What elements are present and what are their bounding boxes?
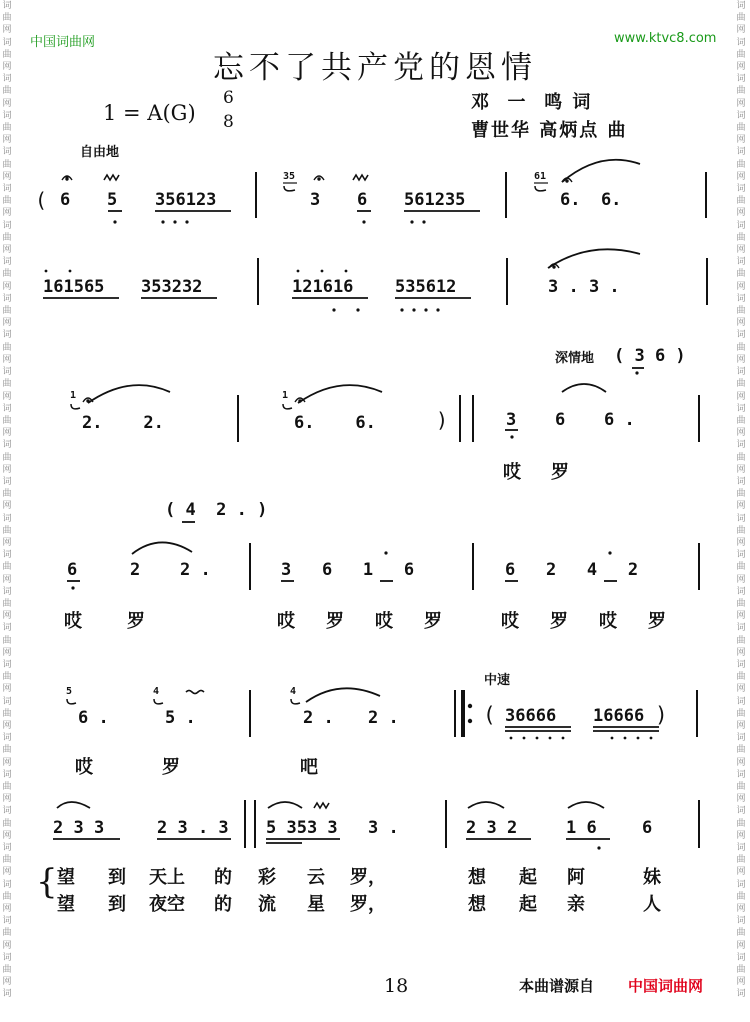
lyric-word: 阿 (567, 867, 585, 888)
tempo-marking-moderate: 中速 (484, 673, 511, 688)
watermark-char: 词 (2, 184, 12, 195)
watermark-char: 词 (2, 476, 12, 487)
watermark-char: 词 (736, 403, 746, 414)
watermark-char: 词 (736, 367, 746, 378)
lyric: 罗 (551, 462, 569, 483)
watermark-char: 网 (2, 135, 12, 146)
tempo-marking-free: 自由地 (80, 145, 120, 160)
watermark-char: 曲 (2, 562, 12, 573)
watermark-char: 词 (2, 989, 12, 1000)
watermark-char: 词 (2, 220, 12, 231)
note: 6 . (78, 708, 109, 728)
key-signature: 1 = A(G) (103, 101, 196, 125)
watermark-char: 曲 (736, 672, 746, 683)
watermark-char: 网 (736, 428, 746, 439)
watermark-char: 词 (736, 293, 746, 304)
opening-paren: ( (35, 188, 48, 212)
watermark-char: 词 (2, 74, 12, 85)
watermark-char: 词 (736, 843, 746, 854)
watermark-char: 曲 (736, 965, 746, 976)
watermark-char: 曲 (736, 598, 746, 609)
watermark-char: 曲 (736, 269, 746, 280)
lyricist-credit: 邓 一 鸣 词 (471, 92, 593, 113)
bar-lines (238, 172, 707, 848)
lyric: 罗 (127, 611, 145, 632)
watermark-char: 网 (2, 940, 12, 951)
watermark-char: 网 (2, 720, 12, 731)
watermark-char: 词 (2, 367, 12, 378)
watermark-char: 曲 (2, 525, 12, 536)
watermark-char: 曲 (2, 965, 12, 976)
watermark-char: 词 (2, 769, 12, 780)
note: 5 . (165, 708, 196, 728)
note: 6 (67, 560, 78, 580)
watermark-char: 词 (736, 586, 746, 597)
watermark-char: 词 (2, 659, 12, 670)
held-notes: 2. 2. (82, 413, 164, 433)
watermark-char: 网 (736, 537, 746, 548)
measure-notes: 3 6 1 6 (281, 560, 415, 580)
watermark-char: 词 (736, 806, 746, 817)
watermark-char: 曲 (2, 123, 12, 134)
watermark-char: 词 (2, 806, 12, 817)
watermark-char: 词 (736, 989, 746, 1000)
watermark-char: 词 (2, 623, 12, 634)
lyric-word: 妹 (643, 867, 661, 888)
lyric: 罗 (550, 611, 568, 632)
duration-underlines (43, 211, 659, 843)
watermark-char: 网 (2, 281, 12, 292)
watermark-char: 词 (736, 110, 746, 121)
watermark-char: 曲 (2, 855, 12, 866)
watermark-char: 曲 (736, 525, 746, 536)
watermark-char: 曲 (2, 489, 12, 500)
lyric-word: 亲 (567, 894, 585, 915)
watermark-char: 词 (2, 330, 12, 341)
watermark-char: 曲 (2, 672, 12, 683)
watermark-char: 网 (2, 537, 12, 548)
watermark-char: 曲 (2, 818, 12, 829)
watermark-char: 词 (2, 513, 12, 524)
verse-brace: { (36, 862, 58, 902)
note-run: 161565 (43, 277, 105, 297)
held-notes: 6. 6. (294, 413, 376, 433)
lyric-word: 起 (519, 894, 537, 915)
watermark-char: 曲 (2, 49, 12, 60)
source-site-link[interactable]: 中国词曲网 (628, 977, 704, 995)
watermark-char: 网 (736, 354, 746, 365)
note-run: 356123 (155, 190, 217, 210)
note-run: 535612 (395, 277, 457, 297)
page-number: 18 (384, 975, 409, 997)
watermark-char: 曲 (736, 855, 746, 866)
source-label: 本曲谱源自 (519, 977, 595, 995)
meter-denominator: 8 (223, 112, 234, 132)
watermark-char: 网 (736, 684, 746, 695)
watermark-char: 曲 (2, 159, 12, 170)
watermark-char: 曲 (736, 452, 746, 463)
watermark-char: 网 (2, 867, 12, 878)
grace-note: 5 (66, 686, 73, 697)
watermark-char: 词 (2, 293, 12, 304)
watermark-char: 网 (736, 940, 746, 951)
song-title: 忘不了共产党的恩情 (213, 50, 537, 86)
tempo-marking-tender: 深情地 (555, 351, 595, 366)
watermark-char: 曲 (736, 818, 746, 829)
measure-notes: 5 353 3 (266, 818, 338, 838)
watermark-char: 词 (736, 330, 746, 341)
watermark-char: 网 (736, 611, 746, 622)
lyric-word: 起 (519, 867, 537, 888)
watermark-char: 网 (2, 757, 12, 768)
note: 6 (555, 410, 566, 430)
watermark-char: 曲 (2, 598, 12, 609)
measure-notes: 6 2 4 2 (505, 560, 639, 580)
note-run: 16666 (593, 706, 645, 726)
lyric-word: 彩 (258, 867, 276, 888)
note-run: 36666 (505, 706, 557, 726)
watermark-char: 词 (736, 659, 746, 670)
watermark-char: 网 (736, 867, 746, 878)
watermark-char: 网 (2, 977, 12, 988)
watermark-char: 曲 (2, 86, 12, 97)
watermark-char: 网 (2, 98, 12, 109)
note: 3 (310, 190, 321, 210)
watermark-char: 词 (2, 952, 12, 963)
note-run: 121616 (292, 277, 354, 297)
lyric-word: 到 (108, 894, 126, 915)
watermark-char: 网 (2, 574, 12, 585)
watermark-char: 词 (736, 184, 746, 195)
lyric-word: 望 (57, 894, 75, 915)
grace-note: 1 (282, 390, 289, 401)
watermark-char: 曲 (736, 562, 746, 573)
watermark-char: 词 (736, 440, 746, 451)
watermark-char: 词 (736, 220, 746, 231)
watermark-char: 网 (736, 25, 746, 36)
watermark-char: 曲 (2, 782, 12, 792)
watermark-char: 词 (2, 733, 12, 744)
lyric-word: 人 (643, 894, 661, 915)
watermark-char: 网 (736, 464, 746, 475)
note: 6 . (604, 410, 635, 430)
watermark-char: 词 (736, 952, 746, 963)
watermark-char: 词 (2, 440, 12, 451)
measure-notes: 2 3 . 3 (157, 818, 229, 838)
watermark-char: 网 (2, 830, 12, 841)
lyric: 哎 (501, 611, 519, 632)
watermark-char: 网 (736, 720, 746, 731)
note: 5 (107, 190, 118, 210)
watermark-char: 曲 (736, 745, 746, 756)
watermark-char: 曲 (2, 708, 12, 719)
watermark-char: 网 (736, 245, 746, 256)
left-watermark-strip (0, 0, 14, 1022)
meter-numerator: 6 (223, 88, 234, 108)
lyric-word: 到 (108, 867, 126, 888)
note: 6 (357, 190, 368, 210)
parenthesized-notes: ( 4 2 . ) (165, 500, 268, 520)
measure-notes: 3 . (368, 818, 399, 838)
watermark-char: 网 (2, 794, 12, 805)
site-name-left[interactable]: 中国词曲网 (30, 35, 96, 50)
watermark-char: 网 (2, 318, 12, 329)
lyric: 吧 (300, 757, 318, 778)
lyric: 罗 (326, 611, 344, 632)
held-notes: 6. 6. (560, 190, 622, 210)
watermark-char: 网 (2, 208, 12, 219)
right-watermark-strip (734, 0, 748, 1022)
watermark-char: 曲 (2, 232, 12, 243)
lyric: 哎 (277, 611, 295, 632)
grace-notes: 61 (534, 171, 547, 182)
watermark-char: 网 (736, 574, 746, 585)
watermark-char: 网 (736, 208, 746, 219)
watermark-char: 词 (2, 586, 12, 597)
lyric-word: 星 (307, 894, 325, 915)
watermark-char: 曲 (2, 342, 12, 353)
repeat-close-paren: ) (655, 703, 668, 727)
watermark-char: 词 (2, 403, 12, 414)
composer-credit: 曹世华 高炳点 曲 (471, 120, 628, 141)
watermark-char: 网 (736, 318, 746, 329)
watermark-char: 曲 (2, 269, 12, 280)
watermark-char: 曲 (736, 635, 746, 646)
lyric: 罗 (424, 611, 442, 632)
watermark-char: 网 (736, 281, 746, 292)
watermark-char: 网 (2, 62, 12, 73)
watermark-char: 网 (736, 171, 746, 182)
lyric-word: 夜空 (149, 894, 185, 915)
watermark-char: 词 (2, 916, 12, 927)
watermark-char: 曲 (2, 891, 12, 902)
repeat-sign-dots (468, 704, 472, 723)
watermark-char: 网 (2, 904, 12, 915)
watermark-char: 网 (2, 611, 12, 622)
watermark-char: 网 (736, 977, 746, 988)
watermark-char: 曲 (2, 306, 12, 317)
watermark-char: 网 (2, 684, 12, 695)
watermark-char: 词 (736, 1, 746, 11)
watermark-char: 曲 (736, 159, 746, 170)
watermark-char: 曲 (736, 928, 746, 939)
lyric: 罗 (162, 757, 180, 778)
watermark-char: 曲 (736, 49, 746, 60)
lyric-word: 的 (214, 867, 232, 888)
watermark-char: 词 (736, 696, 746, 707)
watermark-char: 曲 (2, 13, 12, 24)
watermark-char: 曲 (2, 745, 12, 756)
watermark-char: 网 (736, 501, 746, 512)
watermark-char: 网 (736, 98, 746, 109)
watermark-char: 词 (736, 476, 746, 487)
watermark-char: 网 (2, 25, 12, 36)
watermark-char: 曲 (736, 415, 746, 426)
watermark-char: 曲 (736, 86, 746, 97)
watermark-char: 网 (736, 904, 746, 915)
lyric-word: 云 (307, 867, 325, 888)
watermark-char: 曲 (736, 379, 746, 390)
note: 6 (60, 190, 71, 210)
note: 6 (642, 818, 653, 838)
measure-notes: 1 6 (566, 818, 597, 838)
lyric: 哎 (375, 611, 393, 632)
watermark-char: 网 (2, 428, 12, 439)
watermark-char: 词 (2, 110, 12, 121)
note: 2 (130, 560, 141, 580)
note: 2 . (303, 708, 334, 728)
watermark-char: 词 (736, 37, 746, 48)
watermark-char: 曲 (736, 489, 746, 500)
lyric-word: 罗， (350, 894, 386, 915)
note: 3 (506, 410, 517, 430)
watermark-char: 网 (736, 830, 746, 841)
watermark-char: 曲 (2, 928, 12, 939)
watermark-char: 网 (736, 62, 746, 73)
watermark-char: 词 (736, 550, 746, 561)
watermark-char: 词 (736, 733, 746, 744)
watermark-char: 词 (2, 879, 12, 890)
watermark-char: 词 (2, 696, 12, 707)
lyric-word: 望 (57, 867, 75, 888)
note: 2 . (368, 708, 399, 728)
lyric: 哎 (599, 611, 617, 632)
watermark-char: 词 (736, 623, 746, 634)
watermark-char: 词 (736, 74, 746, 85)
watermark-char: 曲 (736, 782, 746, 792)
grace-note: 4 (290, 686, 297, 697)
watermark-char: 词 (2, 843, 12, 854)
watermark-char: 词 (736, 879, 746, 890)
watermark-char: 曲 (736, 342, 746, 353)
watermark-char: 网 (2, 245, 12, 256)
watermark-char: 曲 (736, 196, 746, 207)
site-url-right[interactable]: www.ktvc8.com (614, 31, 717, 46)
watermark-char: 网 (736, 647, 746, 658)
held-notes: 3 . 3 . (548, 277, 620, 297)
watermark-char: 曲 (736, 708, 746, 719)
watermark-char: 曲 (2, 452, 12, 463)
watermark-char: 网 (2, 464, 12, 475)
watermark-char: 网 (736, 391, 746, 402)
watermark-char: 词 (2, 257, 12, 268)
watermark-char: 词 (736, 769, 746, 780)
watermark-char: 词 (736, 257, 746, 268)
watermark-char: 词 (736, 513, 746, 524)
lyric: 哎 (75, 757, 93, 778)
closing-paren: ) (436, 408, 449, 432)
watermark-char: 曲 (2, 379, 12, 390)
watermark-char: 网 (736, 135, 746, 146)
note-run: 353232 (141, 277, 203, 297)
watermark-char: 词 (736, 916, 746, 927)
watermark-char: 词 (736, 147, 746, 158)
watermark-char: 曲 (736, 232, 746, 243)
watermark-char: 曲 (2, 196, 12, 207)
watermark-char: 曲 (736, 13, 746, 24)
lyric-word: 想 (468, 867, 486, 888)
repeat-open-paren: ( (483, 703, 496, 727)
watermark-char: 词 (2, 1, 12, 11)
lyric: 罗 (648, 611, 666, 632)
watermark-char: 网 (2, 354, 12, 365)
measure-notes: 2 3 2 (466, 818, 518, 838)
watermark-char: 网 (736, 794, 746, 805)
lyric-word: 想 (468, 894, 486, 915)
watermark-char: 词 (2, 37, 12, 48)
watermark-char: 网 (2, 171, 12, 182)
watermark-char: 词 (2, 147, 12, 158)
watermark-char: 曲 (2, 635, 12, 646)
grace-note: 4 (153, 686, 160, 697)
watermark-char: 曲 (736, 123, 746, 134)
note: 2 . (180, 560, 211, 580)
grace-note: 1 (70, 390, 77, 401)
watermark-char: 网 (2, 391, 12, 402)
lyric-word: 罗， (350, 867, 386, 888)
lyric-word: 流 (258, 894, 276, 915)
lyric-word: 的 (214, 894, 232, 915)
watermark-char: 曲 (736, 306, 746, 317)
tender-intro-notes: ( 3 6 ) (614, 346, 686, 366)
watermark-char: 网 (736, 757, 746, 768)
watermark-char: 曲 (736, 891, 746, 902)
measure-notes: 2 3 3 (53, 818, 105, 838)
lyric: 哎 (503, 462, 521, 483)
watermark-char: 网 (2, 501, 12, 512)
grace-notes: 35 (283, 171, 296, 182)
lyric: 哎 (64, 611, 82, 632)
watermark-char: 网 (2, 647, 12, 658)
note-run: 561235 (404, 190, 466, 210)
lyric-word: 天上 (149, 867, 185, 888)
watermark-char: 曲 (2, 415, 12, 426)
watermark-char: 词 (2, 550, 12, 561)
